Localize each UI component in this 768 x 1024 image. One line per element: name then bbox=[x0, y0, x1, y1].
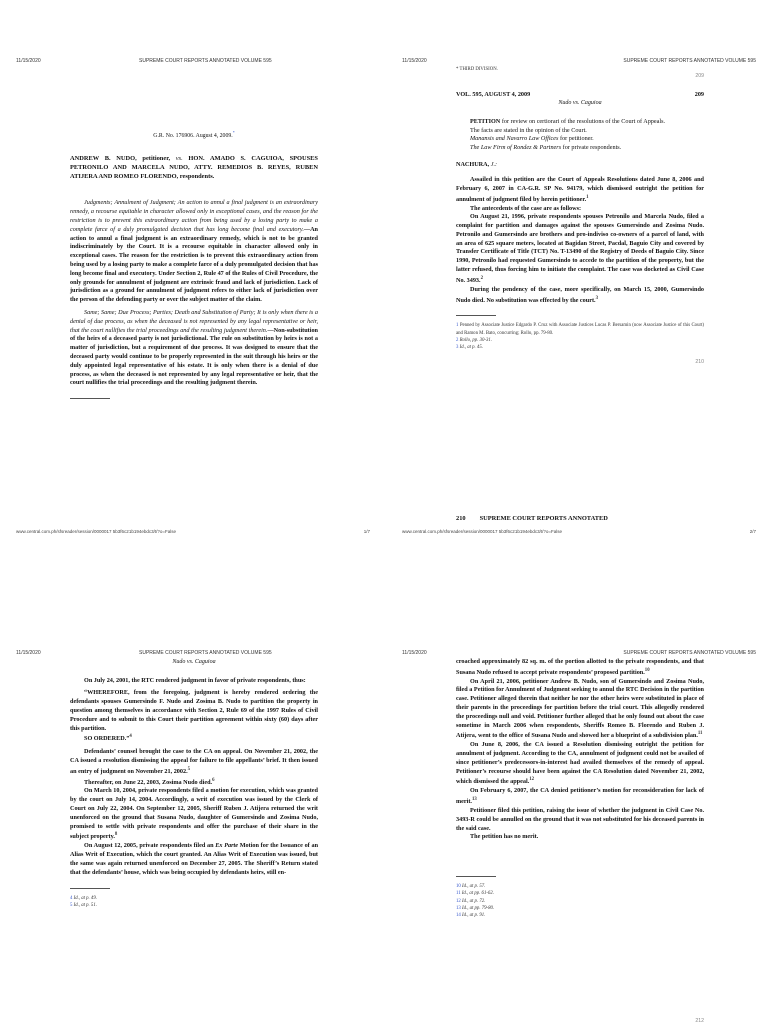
footnote-1: 1 Penned by Associate Justice Edgardo P. Cruz with Associate Justices Lucas P. Bersamin (now Associate Justice of this Court) and Ramon M. Bato, concurring; Rollo, pp. 79-80. bbox=[456, 323, 705, 336]
page-body bbox=[456, 658, 704, 919]
decision-para-13: On February 6, 2007, the CA denied petitioner’s motion for reconsideration for lack of merit.$^{13}$ bbox=[456, 787, 704, 806]
page-number: 209 bbox=[695, 73, 704, 80]
page-header bbox=[402, 58, 756, 64]
page-body bbox=[70, 658, 318, 909]
footnote-divider bbox=[456, 876, 496, 877]
footer-url[interactable]: www.central.com.ph/sfsreader/session/0000017 5b3f6c21b194ebdc3/t/?o=False bbox=[402, 529, 562, 534]
document-page-3 bbox=[10, 540, 380, 1024]
footer-page: 2/7 bbox=[749, 529, 756, 534]
footnote-2: 2 Rollo, pp. 30-31. bbox=[456, 337, 492, 343]
division-note: * THIRD DIVISION. bbox=[456, 67, 498, 72]
header-date: 11/15/2020 bbox=[402, 650, 427, 656]
document-page-4 bbox=[396, 540, 766, 1024]
petition-line: PETITION for review on certiorari of the resolutions of the Court of Appeals. bbox=[470, 117, 666, 125]
page-header bbox=[16, 650, 370, 656]
footer-page: 1/7 bbox=[363, 529, 370, 534]
header-title: SUPREME COURT REPORTS ANNOTATED VOLUME 595 bbox=[139, 650, 272, 656]
decision-para-15: The petition has no merit. bbox=[470, 833, 539, 841]
document-page-2 bbox=[396, 48, 766, 538]
decision-para-1: Assailed in this petition are the Court of Appeals Resolutions dated June 8, 2006 and February 6, 2007 in CA-G.R. SP No. 94179, which dismissed outright the petition for annulment of judgment filed by herein petitioner.$^1$ bbox=[456, 176, 704, 203]
decision-para-12: On June 8, 2006, the CA issued a Resolution dismissing outright the petition for annulment of judgment. According to the CA, annulment of judgment could not be availed of since petitioner’s predecessors-in-interest had availed themselves of the remedy of appeal. Petitioner’s recourse should have been against the CA Resolution dated November 21, 2002, which dismissed the appeal.$^{12}$ bbox=[456, 741, 704, 786]
running-subtitle: Nudo vs. Caguioa bbox=[172, 659, 216, 665]
so-ordered: SO ORDERED.”$^4$ bbox=[84, 734, 132, 743]
page-body bbox=[70, 130, 318, 405]
decision-para-10: croached approximately 82 sq. m. of the portion allotted to the private respondents, and that Susana Nudo refused to accept private respondents’ proposed partition.$^{10}$ bbox=[456, 658, 704, 676]
footnote-5: 5 Id., at p. 51. bbox=[70, 902, 97, 908]
footnote-list bbox=[456, 883, 704, 919]
footnote-item: 11 Id., at pp. 61-62. bbox=[456, 891, 494, 897]
footer-url[interactable]: www.central.com.ph/sfsreader/session/0000017 5b3f6c21b194ebdc3/t/?o=False bbox=[16, 529, 176, 534]
footnote-3: 3 Id., at p. 45. bbox=[456, 344, 483, 350]
page-body bbox=[456, 66, 704, 367]
header-title: SUPREME COURT REPORTS ANNOTATED VOLUME 595 bbox=[623, 58, 756, 64]
decision-para-9: On August 12, 2005, private respondents filed an Ex Parte Motion for the Issuance of an Alias Writ of Execution, which the court granted. An Alias Writ of Execution was issued, but the same was again returned unenforced on December 27, 2005. The Sheriff’s Return stated that the defendants’ house, which was being occupied by defendants heirs, still en- bbox=[70, 842, 319, 876]
footnote-divider bbox=[456, 315, 496, 316]
counsel-petitioner: Manansis and Navarro Law Offices for petitioner. bbox=[470, 135, 594, 143]
footnote-divider bbox=[70, 398, 110, 399]
page-number: 210 bbox=[695, 359, 704, 366]
footnote-4: 4 Id., at p. 49. bbox=[70, 895, 97, 901]
running-subtitle: Nudo vs. Caguioa bbox=[558, 100, 602, 107]
quoted-dispositive: “WHEREFORE, from the foregoing, judgment is hereby rendered ordering the defendants spouses Gumersindo F. Nudo and Zosima B. Nudo to partition the property in question among themselves in accordance with Section 2, Rule 69 of the 1997 Rules of Civil Procedure and to submit to this Court their partition agreement within sixty (60) days after this partition. bbox=[70, 689, 318, 732]
decision-para-11: On April 21, 2006, petitioner Andrew B. Nudo, son of Gumersindo and Zosima Nudo, filed a Petition for Annulment of Judgment seeking to annul the RTC Decision in the partition case. Petitioner alleged therein that neither he nor the other heirs were substituted in place of their parents in the proceedings for partition before the trial court. This allegedly rendered the proceedings null and void. Petitioner further alleged that he only found out about the case sometime in March 2006 when respondents, Sheriffs Romeo B. Florendo and Ruben J. Atijera, went to the office of Susana Nudo and showed her a blueprint of a subdivision plan.$^{11}$ bbox=[456, 677, 704, 740]
next-running-head: 210 SUPREME COURT REPORTS ANNOTATED bbox=[456, 515, 608, 522]
header-date: 11/15/2020 bbox=[402, 58, 427, 64]
header-date: 11/15/2020 bbox=[16, 650, 41, 656]
decision-para-4: During the pendency of the case, more specifically, on March 15, 2000, Gumersindo Nudo died. No substitution was effected by the court.$^3$ bbox=[456, 285, 704, 304]
decision-para-8: On March 10, 2004, private respondents filed a motion for execution, which was granted by the court on July 14, 2004. Accordingly, a writ of execution was issued by the Clerk of Court on July 22, 2004. On September 12, 2005, Sheriff Ruben J. Atijera returned the writ unenforced on the ground that Susana Nudo, daughter of Gumersindo and Zosima Nudo, promised to settle with private respondents and offer the purchase of their share in the subject property.$^8$ bbox=[70, 787, 318, 841]
footnote-item: 10 Id., at p. 57. bbox=[456, 884, 486, 890]
footnote-item: 12 Id., at p. 72. bbox=[456, 898, 486, 904]
page-footer bbox=[402, 529, 756, 534]
header-title: SUPREME COURT REPORTS ANNOTATED VOLUME 595 bbox=[623, 650, 756, 656]
decision-para-2: The antecedents of the case are as follows: bbox=[470, 204, 582, 212]
header-date: 11/15/2020 bbox=[16, 58, 41, 64]
document-page-1 bbox=[10, 48, 380, 538]
page-footer bbox=[16, 529, 370, 534]
footnote-mark[interactable]: * bbox=[232, 130, 235, 135]
decision-para-6: Defendants’ counsel brought the case to the CA on appeal. On November 21, 2002, the CA issued a resolution dismissing the appeal for failure to file appellants’ brief. It then issued an entry of judgment on November 21, 2002.$^5$ bbox=[70, 748, 318, 775]
ponente: NACHURA, J.: bbox=[456, 161, 498, 169]
syllabus-2: Same; Same; Due Process; Parties; Death and Substitution of Party; It is only when there is a denial of due process, as when the deceased is not represented by any legal representative or heir, that the court nullifies the trial proceedings and the resulting judgment therein.—Non-substitution of the heirs of a deceased party is not jurisdictional. The rule on substitution by heirs is not a matter of jurisdiction, but a requirement of due process. It was designed to ensure that the deceased party would continue to be properly represented in the suit through his heirs or the duly appointed legal representative of his estate. It is only when there is a denial of due process, as when the deceased is not represented by any legal representative or heir, that the court nullifies the trial proceedings and the resulting judgment therein. bbox=[70, 308, 318, 387]
decision-para-5: On July 24, 2001, the RTC rendered judgment in favor of private respondents, thus: bbox=[84, 676, 306, 684]
decision-para-7: Thereafter, on June 22, 2003, Zosima Nudo died.$^6$ bbox=[84, 777, 215, 786]
syllabus-1: Judgments; Annulment of Judgment; An action to annul a final judgment is an extraordinary remedy, a recourse equitable in character allowed only in exceptional cases, and the reason for the restriction is to prevent this extraordinary action from being used by a losing party to make a complete farce of a duly promulgated decision that has long become final and executory.—An action to annul a final judgment is an extraordinary remedy, which is not to be granted indiscriminately by the Court. It is a recourse equitable in character allowed only in exceptional cases. The reason for the restriction is to prevent this extraordinary action from being used by a losing party to make a complete farce of a duly promulgated decision that has long become final and executory. Under Section 2, Rule 47 of the Rules of Civil Procedure, the only grounds for annulment of judgment are extrinsic fraud and lack of jurisdiction. Lack of jurisdiction as a ground for annulment of judgment refers to either lack of jurisdiction over the person of the defending party or over the subject matter of the claim. bbox=[70, 199, 318, 304]
header-title: SUPREME COURT REPORTS ANNOTATED VOLUME 595 bbox=[139, 58, 272, 64]
footnote-item: 13 Id., at pp. 79-80. bbox=[456, 905, 495, 911]
page-header bbox=[16, 58, 370, 64]
case-parties: ANDREW B. NUDO, petitioner, vs. HON. AMADO S. CAGUIOA, SPOUSES PETRONILO AND MARCELA NUDO, ATTY. REMEDIOS B. REYES, RUBEN ATIJERA AND ROMEO FLORENDO, respondents. bbox=[70, 155, 318, 181]
page-header bbox=[402, 650, 756, 656]
counsel-respondents: The Law Firm of Rondez & Partners for private respondents. bbox=[470, 144, 622, 152]
facts-line: The facts are stated in the opinion of the Court. bbox=[470, 126, 587, 134]
footnote-item: 14 Id., at p. 91. bbox=[456, 912, 486, 918]
decision-para-3: On August 21, 1996, private respondents spouses Petronilo and Marcela Nudo, filed a complaint for partition and damages against the spouses Gumersindo and Zosima Nudo. Petronilo and Gumersindo are brothers and pro-indiviso co-owners of a parcel of land, with an area of 625 square meters, located at Bagidan Street, Pacdal, Baguio City and covered by Transfer Certificate of Title (TCT) No. T-13490 of the Registry of Deeds of Baguio City. Since 1990, Petronilo had requested Gumersindo to accede to the partition of the property, but the latter refused, thus forcing him to initiate the complaint. The case was docketed as Civil Case No. 3493.$^2$ bbox=[456, 213, 704, 284]
page-number: 212 bbox=[695, 1018, 704, 1024]
footnote-divider bbox=[70, 888, 110, 889]
decision-para-14: Petitioner filed this petition, raising the issue of whether the judgment in Civil Case No. 3493-R could be annulled on the ground that it was not substituted for his deceased parents in the said case. bbox=[456, 807, 704, 832]
gr-number: G.R. No. 176906. August 4, 2009.* bbox=[153, 130, 235, 139]
running-head: VOL. 595, AUGUST 4, 2009 209 bbox=[456, 90, 704, 98]
